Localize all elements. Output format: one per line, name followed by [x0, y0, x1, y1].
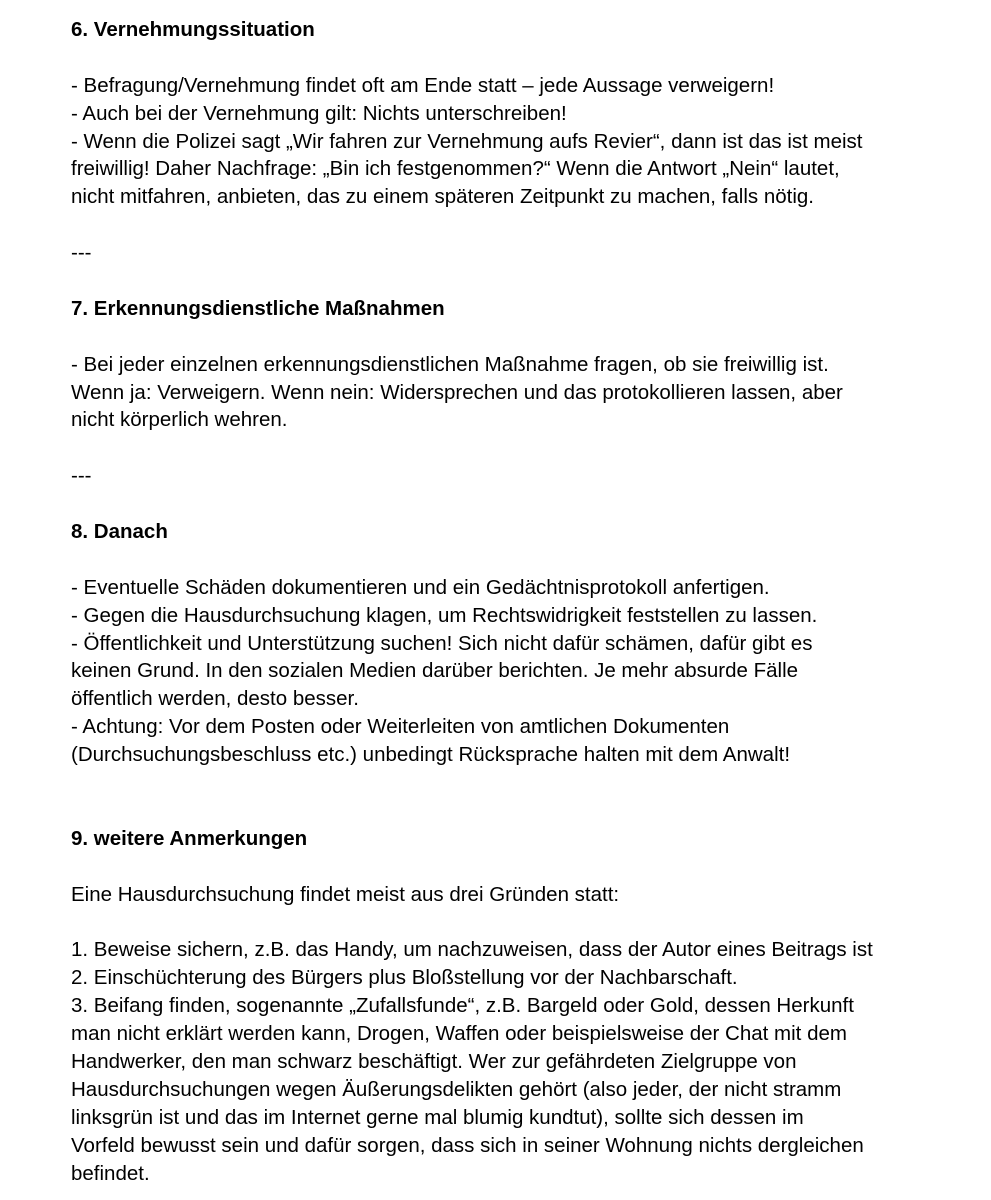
section-separator: ---: [71, 464, 92, 488]
section-heading: 7. Erkennungsdienstliche Maßnahmen: [71, 296, 445, 320]
section-erkennungsdienstliche-massnahmen: [71, 295, 951, 518]
list-item-text: - Befragung/Vernehmung findet oft am Ende statt – jede Aussage verweigern!: [71, 73, 775, 97]
list-item: [71, 936, 951, 964]
list-item-text: befindet.: [71, 1161, 150, 1185]
list-item: [71, 964, 951, 992]
list-item-text: - Bei jeder einzelnen erkennungsdienstlichen Maßnahme fragen, ob sie freiwillig ist.: [71, 352, 829, 376]
list-item: [71, 351, 951, 435]
section-intro: Eine Hausdurchsuchung findet meist aus drei Gründen statt:: [71, 882, 620, 906]
list-item: [71, 72, 951, 100]
spacer: [71, 853, 951, 881]
list-item-text: 3. Beifang finden, sogenannte „Zufallsfunde“, z.B. Bargeld oder Gold, dessen Herkunft: [71, 994, 854, 1018]
list-item-text: Vorfeld bewusst sein und dafür sorgen, dass sich in seiner Wohnung nichts dergleichen: [71, 1133, 864, 1157]
list-item-text: linksgrün ist und das im Internet gerne mal blumig kundtut), sollte sich dessen im: [71, 1105, 804, 1129]
list-item-text: (Durchsuchungsbeschluss etc.) unbedingt Rücksprache halten mit dem Anwalt!: [71, 743, 791, 767]
list-item-text: man nicht erklärt werden kann, Drogen, Waffen oder beispielsweise der Chat mit dem: [71, 1022, 847, 1046]
section-weitere-anmerkungen: [71, 825, 951, 1188]
list-item: [71, 713, 951, 769]
list-item-text: keinen Grund. In den sozialen Medien darüber berichten. Je mehr absurde Fälle: [71, 659, 799, 683]
spacer: [71, 797, 951, 825]
spacer: [71, 323, 951, 351]
list-item: [71, 992, 951, 1187]
list-item-text: Handwerker, den man schwarz beschäftigt. Wer zur gefährdeten Zielgruppe von: [71, 1049, 797, 1073]
list-item-text: Hausdurchsuchungen wegen Äußerungsdelikten gehört (also jeder, der nicht stramm: [71, 1077, 842, 1101]
list-item-text: freiwillig! Daher Nachfrage: „Bin ich festgenommen?“ Wenn die Antwort „Nein“ lautet,: [71, 157, 840, 181]
list-item-text: - Achtung: Vor dem Posten oder Weiterleiten von amtlichen Dokumenten: [71, 715, 730, 739]
list-item-text: nicht körperlich wehren.: [71, 408, 288, 432]
spacer: [71, 211, 951, 239]
spacer: [71, 267, 951, 295]
spacer: [71, 769, 951, 797]
list-item-text: - Wenn die Polizei sagt „Wir fahren zur Vernehmung aufs Revier“, dann ist das ist meist: [71, 129, 863, 153]
spacer: [71, 909, 951, 937]
section-separator: ---: [71, 241, 92, 265]
list-item-text: 2. Einschüchterung des Bürgers plus Bloßstellung vor der Nachbarschaft.: [71, 966, 738, 990]
list-item: [71, 630, 951, 714]
list-item-text: Wenn ja: Verweigern. Wenn nein: Widersprechen und das protokollieren lassen, aber: [71, 380, 843, 404]
list-item-text: nicht mitfahren, anbieten, das zu einem späteren Zeitpunkt zu machen, falls nötig.: [71, 185, 814, 209]
list-item-text: - Auch bei der Vernehmung gilt: Nichts unterschreiben!: [71, 101, 567, 125]
list-item: [71, 100, 951, 128]
list-item: [71, 602, 951, 630]
section-heading: 6. Vernehmungssituation: [71, 18, 315, 41]
spacer: [71, 490, 951, 518]
section-heading: 8. Danach: [71, 520, 168, 544]
list-item-text: - Eventuelle Schäden dokumentieren und ein Gedächtnisprotokoll anfertigen.: [71, 575, 770, 599]
list-item-text: öffentlich werden, desto besser.: [71, 687, 359, 711]
list-item: [71, 128, 951, 212]
spacer: [71, 434, 951, 462]
list-item-text: - Öffentlichkeit und Unterstützung suchen! Sich nicht dafür schämen, dafür gibt es: [71, 631, 813, 655]
section-danach: [71, 518, 951, 825]
section-heading: 9. weitere Anmerkungen: [71, 826, 308, 850]
section-vernehmungssituation: [71, 16, 951, 295]
list-item-text: - Gegen die Hausdurchsuchung klagen, um Rechtswidrigkeit feststellen zu lassen.: [71, 603, 818, 627]
list-item-text: 1. Beweise sichern, z.B. das Handy, um nachzuweisen, dass der Autor eines Beitrags ist: [71, 938, 873, 962]
document-page: [71, 16, 951, 1187]
spacer: [71, 546, 951, 574]
list-item: [71, 574, 951, 602]
spacer: [71, 44, 951, 72]
